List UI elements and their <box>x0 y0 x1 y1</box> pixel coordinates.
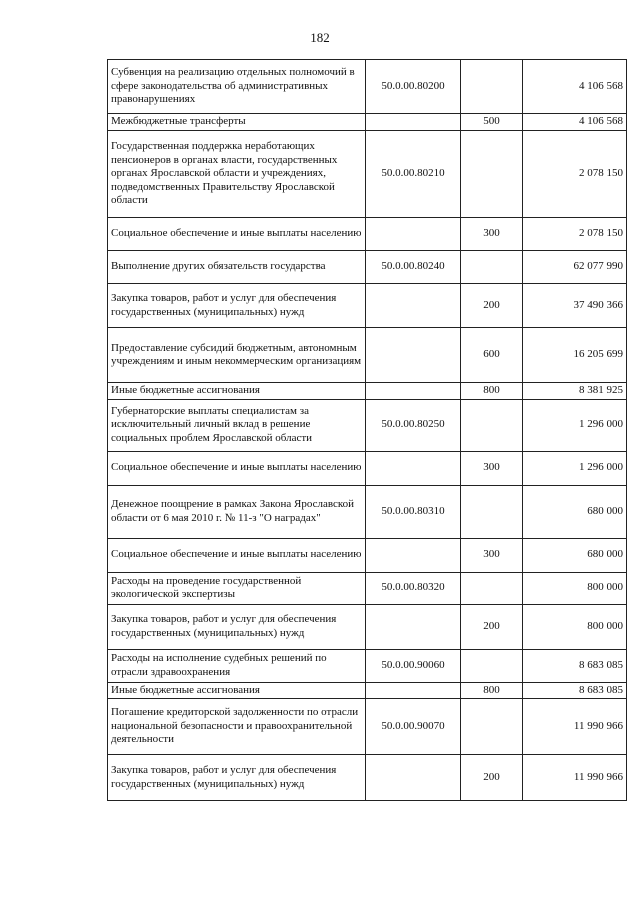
row-type-cell <box>461 131 523 218</box>
row-name-cell: Закупка товаров, работ и услуг для обеспечения государственных (муниципальных) нужд <box>108 755 366 801</box>
row-type-cell <box>461 251 523 284</box>
row-name-cell: Межбюджетные трансферты <box>108 114 366 131</box>
table-row <box>108 60 627 114</box>
row-type-cell: 200 <box>461 755 523 801</box>
row-amount-cell: 2 078 150 <box>523 218 627 251</box>
row-type-cell: 300 <box>461 538 523 572</box>
row-name-cell: Социальное обеспечение и иные выплаты населению <box>108 538 366 572</box>
row-code-cell <box>366 538 461 572</box>
row-code-cell <box>366 114 461 131</box>
row-code-cell: 50.0.00.80250 <box>366 399 461 451</box>
row-amount-cell: 1 296 000 <box>523 399 627 451</box>
row-code-cell: 50.0.00.80200 <box>366 60 461 114</box>
row-name-cell: Расходы на проведение государственной экологической экспертизы <box>108 572 366 604</box>
table-row <box>108 604 627 649</box>
table-row <box>108 218 627 251</box>
row-type-cell <box>461 399 523 451</box>
row-amount-cell: 680 000 <box>523 485 627 538</box>
row-code-cell <box>366 328 461 383</box>
row-amount-cell: 680 000 <box>523 538 627 572</box>
row-name-cell: Выполнение других обязательств государства <box>108 251 366 284</box>
budget-table-body <box>108 60 627 801</box>
row-code-cell: 50.0.00.80320 <box>366 572 461 604</box>
row-amount-cell: 11 990 966 <box>523 699 627 755</box>
row-code-cell <box>366 682 461 699</box>
row-type-cell: 200 <box>461 284 523 328</box>
table-row <box>108 538 627 572</box>
row-type-cell: 500 <box>461 114 523 131</box>
row-name-cell: Расходы на исполнение судебных решений по отрасли здравоохранения <box>108 649 366 682</box>
row-code-cell: 50.0.00.80240 <box>366 251 461 284</box>
row-type-cell: 200 <box>461 604 523 649</box>
row-type-cell <box>461 572 523 604</box>
row-name-cell: Иные бюджетные ассигнования <box>108 682 366 699</box>
row-code-cell <box>366 218 461 251</box>
row-amount-cell: 4 106 568 <box>523 114 627 131</box>
row-type-cell <box>461 485 523 538</box>
row-amount-cell: 8 683 085 <box>523 682 627 699</box>
table-row <box>108 649 627 682</box>
row-name-cell: Закупка товаров, работ и услуг для обеспечения государственных (муниципальных) нужд <box>108 604 366 649</box>
row-amount-cell: 800 000 <box>523 572 627 604</box>
row-amount-cell: 62 077 990 <box>523 251 627 284</box>
table-row <box>108 699 627 755</box>
row-type-cell: 300 <box>461 218 523 251</box>
row-name-cell: Государственная поддержка неработающих пенсионеров в органах власти, государственных органах Ярославской области и учреждениях, подведомственных Правительству Ярославской области <box>108 131 366 218</box>
table-row <box>108 682 627 699</box>
row-code-cell <box>366 284 461 328</box>
row-amount-cell: 8 683 085 <box>523 649 627 682</box>
row-amount-cell: 4 106 568 <box>523 60 627 114</box>
row-amount-cell: 800 000 <box>523 604 627 649</box>
row-name-cell: Предоставление субсидий бюджетным, автономным учреждениям и иным некоммерческим организациям <box>108 328 366 383</box>
row-code-cell: 50.0.00.90070 <box>366 699 461 755</box>
row-type-cell <box>461 60 523 114</box>
table-row <box>108 251 627 284</box>
page-number: 182 <box>310 30 330 45</box>
row-name-cell: Погашение кредиторской задолженности по отрасли национальной безопасности и правоохранительной деятельности <box>108 699 366 755</box>
table-row <box>108 328 627 383</box>
row-name-cell: Губернаторские выплаты специалистам за исключительный личный вклад в решение социальных проблем Ярославской области <box>108 399 366 451</box>
table-row <box>108 399 627 451</box>
row-name-cell: Социальное обеспечение и иные выплаты населению <box>108 218 366 251</box>
row-type-cell: 300 <box>461 451 523 485</box>
row-type-cell: 800 <box>461 682 523 699</box>
row-name-cell: Иные бюджетные ассигнования <box>108 383 366 400</box>
row-amount-cell: 11 990 966 <box>523 755 627 801</box>
row-amount-cell: 16 205 699 <box>523 328 627 383</box>
row-amount-cell: 37 490 366 <box>523 284 627 328</box>
row-name-cell: Субвенция на реализацию отдельных полномочий в сфере законодательства об административных правонарушениях <box>108 60 366 114</box>
budget-table <box>107 59 627 801</box>
table-row <box>108 284 627 328</box>
row-code-cell <box>366 755 461 801</box>
row-type-cell <box>461 649 523 682</box>
table-row <box>108 383 627 400</box>
row-amount-cell: 2 078 150 <box>523 131 627 218</box>
row-code-cell: 50.0.00.80210 <box>366 131 461 218</box>
table-row <box>108 451 627 485</box>
row-type-cell: 800 <box>461 383 523 400</box>
row-name-cell: Денежное поощрение в рамках Закона Ярославской области от 6 мая 2010 г. № 11-з "О наградах" <box>108 485 366 538</box>
row-type-cell <box>461 699 523 755</box>
row-amount-cell: 8 381 925 <box>523 383 627 400</box>
row-code-cell <box>366 451 461 485</box>
table-row <box>108 485 627 538</box>
table-row <box>108 755 627 801</box>
row-type-cell: 600 <box>461 328 523 383</box>
row-code-cell: 50.0.00.80310 <box>366 485 461 538</box>
row-name-cell: Закупка товаров, работ и услуг для обеспечения государственных (муниципальных) нужд <box>108 284 366 328</box>
row-code-cell: 50.0.00.90060 <box>366 649 461 682</box>
row-amount-cell: 1 296 000 <box>523 451 627 485</box>
table-row <box>108 114 627 131</box>
row-code-cell <box>366 383 461 400</box>
row-name-cell: Социальное обеспечение и иные выплаты населению <box>108 451 366 485</box>
table-row <box>108 572 627 604</box>
table-row <box>108 131 627 218</box>
row-code-cell <box>366 604 461 649</box>
